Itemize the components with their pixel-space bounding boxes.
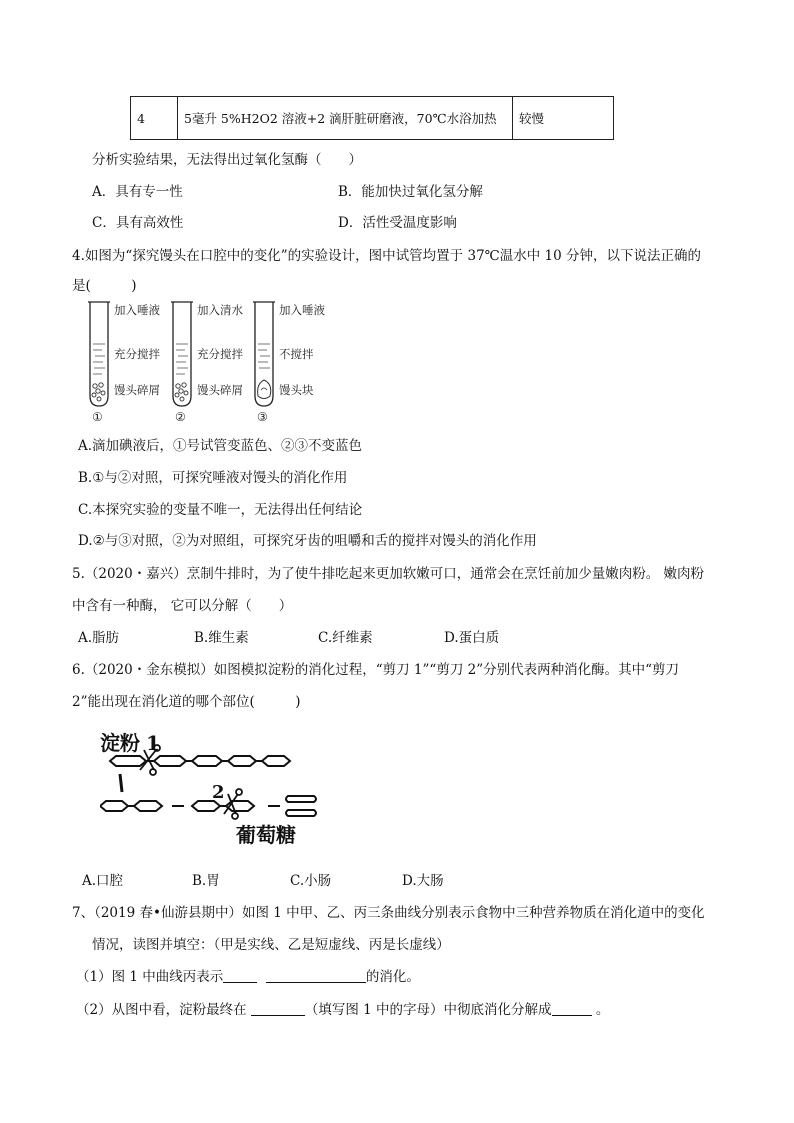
q7-blank-1a[interactable] (223, 969, 257, 983)
q4-option-a: A.滴加碘液后，①号试管变蓝色、②③不变蓝色 (78, 438, 363, 454)
test-tube-2 (171, 302, 193, 406)
scissors-2-icon (224, 789, 242, 819)
tube2-number: ② (175, 410, 186, 424)
q7-sub1-suffix: 的消化。 (365, 969, 420, 985)
q6-option-c: C.小肠 (290, 873, 332, 889)
glucose-units (286, 796, 316, 816)
q3-option-b: B．能加快过氧化氢分解 (338, 184, 483, 200)
table-row (131, 97, 614, 140)
starch-chain (110, 756, 290, 766)
tube2-add-label: 加入清水 (197, 303, 243, 317)
q3-stem: 分析实验结果，无法得出过氧化氢酶（ ） (92, 152, 362, 168)
experiment-table (130, 96, 614, 140)
tube3-stir-label: 不搅拌 (279, 347, 314, 361)
glucose-label: 葡萄糖 (236, 823, 296, 847)
tube1-number: ① (92, 410, 103, 424)
q5-stem-line2: 中含有一种酶， 它可以分解（ ） (72, 598, 293, 614)
q4-stem-line2: 是( ) (72, 278, 137, 294)
q5-option-c: C.纤维素 (318, 630, 373, 646)
tube3-food-label: 馒头块 (279, 383, 314, 397)
q7-sub2-prefix: （2）从图中看，淀粉最终在 (76, 1002, 247, 1018)
connector-line (120, 774, 122, 792)
q7-sub2 (76, 998, 609, 1018)
q5-option-d: D.蛋白质 (444, 630, 500, 646)
q4-option-d: D.②与③对照，②为对照组，可探究牙齿的咀嚼和舌的搅拌对馒头的消化作用 (78, 533, 537, 549)
tube2-stir-label: 充分搅拌 (197, 347, 243, 361)
q7-blank-2b[interactable] (552, 1002, 592, 1016)
q7-blank-2a[interactable] (251, 1002, 305, 1016)
table-cell-condition: 5毫升 5%H2O2 溶液+2 滴肝脏研磨液，70℃水浴加热 (178, 97, 513, 140)
q7-sub1 (76, 965, 420, 985)
q6-option-d: D.大肠 (402, 873, 444, 889)
q7-sub1-prefix: （1）图 1 中曲线丙表示 (76, 969, 224, 985)
q7-stem-line2: 情况，读图并填空：（甲是实线、乙是短虚线、丙是长虚线） (92, 937, 450, 953)
test-tube-3 (253, 302, 275, 406)
scissors-2-number: 2 (212, 782, 225, 803)
q7-blank-1b[interactable] (266, 969, 366, 983)
scissors-1-number: 1 (146, 731, 160, 755)
test-tube-figure (84, 300, 344, 424)
tube1-food-label: 馒头碎屑 (114, 383, 160, 397)
tube3-number: ③ (257, 410, 268, 424)
q6-option-a: A.口腔 (82, 873, 124, 889)
tube3-add-label: 加入唾液 (279, 303, 325, 317)
q6-stem-line1: 6.（2020・金东模拟）如图模拟淀粉的消化过程，“剪刀 1”“剪刀 2”分别代表两种消化酶。其中“剪刀 (72, 662, 680, 678)
q7-sub2-suffix: 。 (595, 1002, 610, 1018)
q4-option-b: B.①与②对照，可探究唾液对馒头的消化作用 (78, 470, 348, 486)
q6-option-b: B.胃 (192, 873, 220, 889)
starch-label: 淀粉 (100, 731, 140, 755)
q4-stem-line1: 4.如图为“探究馒头在口腔中的变化”的实验设计，图中试管均置于 37℃温水中 10 分钟，以下说法正确的 (72, 248, 702, 264)
table-cell-number: 4 (131, 97, 178, 140)
q3-option-d: D．活性受温度影响 (338, 215, 457, 231)
fragment-chain (100, 801, 280, 811)
q5-stem-line1: 5.（2020・嘉兴）烹制牛排时，为了使牛排吃起来更加软嫩可口，通常会在烹饪前加少量嫩肉粉。 嫩肉粉 (72, 566, 705, 582)
q7-stem-line1: 7、（2019 春•仙游县期中）如图 1 中甲、乙、丙三条曲线分别表示食物中三种营养物质在消化道中的变化 (72, 905, 705, 921)
q3-option-c: C．具有高效性 (92, 215, 184, 231)
tube1-stir-label: 充分搅拌 (114, 347, 160, 361)
q5-option-b: B.维生素 (194, 630, 249, 646)
starch-digestion-diagram (100, 726, 340, 854)
q3-option-a: A．具有专一性 (92, 184, 183, 200)
test-tube-1 (88, 302, 110, 406)
tube1-add-label: 加入唾液 (114, 303, 160, 317)
q4-option-c: C.本探究实验的变量不唯一，无法得出任何结论 (78, 502, 363, 518)
q7-sub2-middle: （填写图 1 中的字母）中彻底消化分解成 (304, 1002, 552, 1018)
tube2-food-label: 馒头碎屑 (197, 383, 243, 397)
table-cell-result: 较慢 (513, 97, 614, 140)
q5-option-a: A.脂肪 (78, 630, 120, 646)
q6-stem-line2: 2”能出现在消化道的哪个部位( ) (72, 694, 301, 710)
